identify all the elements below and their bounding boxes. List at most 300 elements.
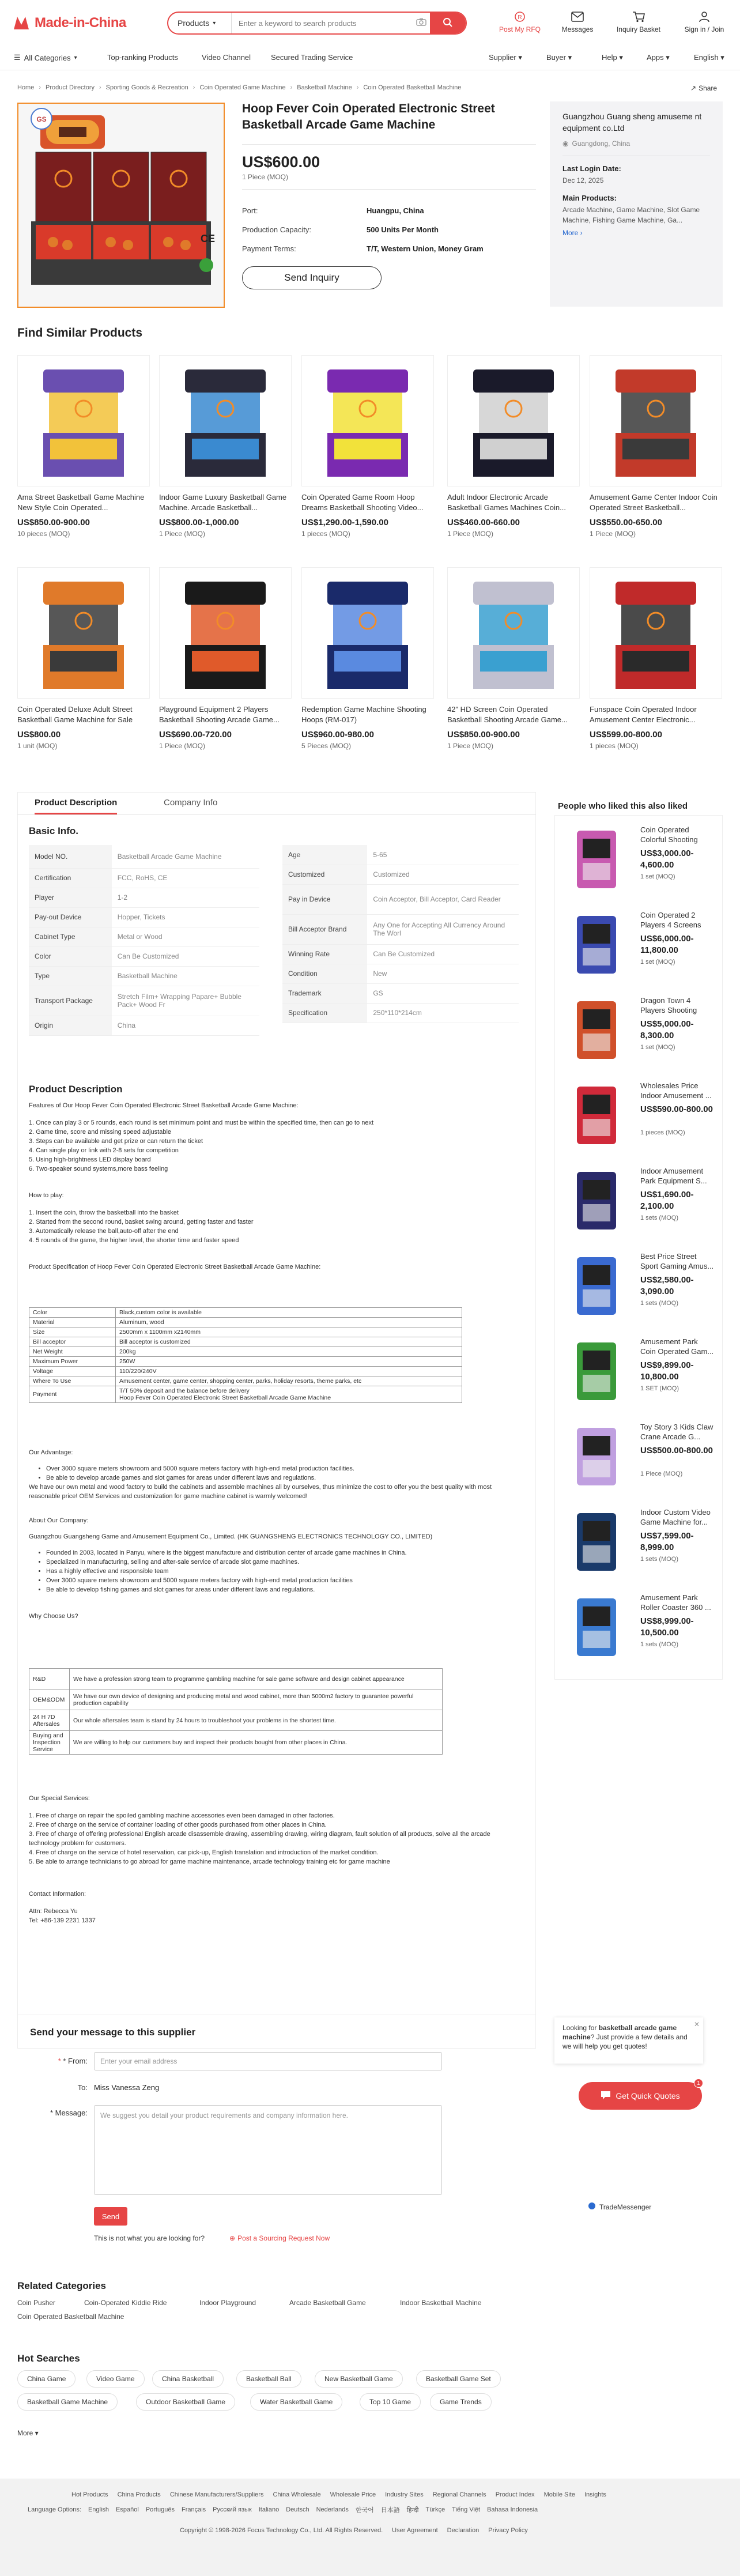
why-value: We have our own device of designing and producing metal and wood cabinet, more than 5000m2 factory to guarantee powerful production capability xyxy=(70,1689,443,1710)
basic-info-row xyxy=(29,986,259,1016)
basic-info-row xyxy=(29,868,259,888)
basic-info-value: China xyxy=(112,1016,259,1035)
basic-info-key: Pay-out Device xyxy=(29,907,112,927)
language-link[interactable]: 日本語 xyxy=(380,2507,400,2514)
people-liked-list xyxy=(554,815,723,1680)
footer-link[interactable]: Product Index xyxy=(495,2491,535,2498)
capacity-label: Production Capacity: xyxy=(242,225,311,234)
spec-key: Size xyxy=(29,1327,116,1337)
breadcrumb-coin-game[interactable]: Coin Operated Game Machine xyxy=(199,84,286,91)
nav-secured-trading[interactable]: Secured Trading Service xyxy=(271,53,353,62)
similar-product-image[interactable] xyxy=(17,355,150,486)
chat-text-post: ? Just provide a few details and we will help you get quotes! xyxy=(562,2033,688,2050)
advantage-section xyxy=(29,1448,513,1621)
why-title: Why Choose Us? xyxy=(29,1613,78,1620)
about-list xyxy=(29,1548,513,1594)
hot-search-chip[interactable]: Basketball Game Set xyxy=(416,2370,501,2388)
why-row xyxy=(29,1669,443,1689)
similar-product-title[interactable]: Coin Operated Deluxe Adult Street Basketball Game Machine for Sale xyxy=(17,705,133,724)
spec-key: Color xyxy=(29,1308,116,1318)
similar-product-image[interactable] xyxy=(590,355,722,486)
advantage-item: • Be able to develop arcade games and slot games for areas under different laws and regulations. xyxy=(46,1473,513,1483)
breadcrumb-separator: › xyxy=(192,84,195,91)
user-agreement-link[interactable]: User Agreement xyxy=(392,2527,438,2534)
trademessenger-icon xyxy=(588,2202,596,2212)
similar-product-card[interactable] xyxy=(301,355,434,551)
footer-link[interactable]: Wholesale Price xyxy=(330,2491,376,2498)
people-liked-price: US$5,000.00-8,300.00 xyxy=(640,1019,694,1040)
messages-icon xyxy=(554,10,601,23)
svg-text:GS: GS xyxy=(36,115,47,123)
language-link[interactable]: Bahasa Indonesia xyxy=(487,2506,538,2513)
similar-product-price: US$460.00-660.00 xyxy=(447,518,520,527)
about-item: • Over 3000 square meters showroom and 5000 square meters factory with high-end metal production facilities xyxy=(46,1576,513,1585)
basic-info-value: Can Be Customized xyxy=(112,946,259,966)
why-key: 24 H 7D Aftersales xyxy=(29,1710,70,1731)
share-label: Share xyxy=(699,84,718,92)
similar-products-title: Find Similar Products xyxy=(17,326,143,340)
related-category-link[interactable]: Indoor Playground xyxy=(199,2299,256,2307)
footer-link[interactable]: China Wholesale xyxy=(273,2491,321,2498)
similar-product-moq: 10 pieces (MOQ) xyxy=(17,530,70,538)
trademessenger-label: TradeMessenger xyxy=(599,2202,652,2211)
product-main-image[interactable] xyxy=(17,103,225,308)
people-liked-moq: 1 set (MOQ) xyxy=(640,873,675,880)
people-liked-image[interactable] xyxy=(560,1590,633,1664)
spec-row xyxy=(29,1367,462,1376)
related-category-link[interactable]: Coin Operated Basketball Machine xyxy=(17,2313,124,2321)
basket-icon xyxy=(616,10,662,23)
to-label: To: xyxy=(77,2083,88,2092)
detail-tabs xyxy=(17,792,536,815)
people-liked-title[interactable]: Indoor Custom Video Game Machine for... xyxy=(640,1508,711,1526)
hot-search-chip[interactable]: China Basketball xyxy=(152,2370,224,2388)
nav-top-ranking[interactable]: Top-ranking Products xyxy=(107,53,178,62)
related-category-link[interactable]: Coin Pusher xyxy=(17,2299,56,2307)
how-to-play-item: 1. Insert the coin, throw the basketball into the basket xyxy=(29,1209,179,1216)
special-service-item: 1. Free of charge on repair the spoiled gambling machine accessories even been damaged in other factories. xyxy=(29,1812,335,1819)
nav-supplier-label: Supplier xyxy=(489,53,516,62)
inquiry-basket-label: Inquiry Basket xyxy=(616,25,661,33)
tab-company-info[interactable]: Company Info xyxy=(164,798,218,808)
feature-item: 4. Can single play or link with 2-8 sets for competition xyxy=(29,1147,179,1154)
hot-search-chip[interactable]: Game Trends xyxy=(430,2393,492,2411)
supplier-more-link[interactable]: More › xyxy=(562,229,583,237)
description-body xyxy=(29,1101,513,1272)
basic-info-row xyxy=(29,1016,259,1035)
spec-row xyxy=(29,1337,462,1347)
contact-tel: Tel: +86-139 2231 1337 xyxy=(29,1917,96,1924)
people-liked-image[interactable] xyxy=(560,1164,633,1238)
similar-product-moq: 1 Piece (MOQ) xyxy=(447,530,494,538)
basic-info-key: Player xyxy=(29,888,112,907)
special-service-item: 3. Free of charge of offering professional English arcade disassemble drawing, assembling drawing, wiring diagram, fault solution of all products, solve all the arcade technology problem for customers. xyxy=(29,1831,490,1847)
hot-search-chip[interactable]: Basketball Ball xyxy=(236,2370,301,2388)
post-sourcing-link[interactable] xyxy=(229,2234,330,2242)
about-item: • Founded in 2003, located in Panyu, where is the biggest manufacture and distribution center of arcade game machines in China. xyxy=(46,1548,513,1557)
people-liked-price: US$590.00-800.00 xyxy=(640,1104,713,1114)
search-category-select[interactable] xyxy=(168,13,232,33)
camera-icon[interactable] xyxy=(413,18,430,29)
basic-info-row xyxy=(29,966,259,986)
hot-more-link[interactable]: More ▾ xyxy=(17,2429,39,2437)
features-list xyxy=(29,1118,513,1174)
language-link[interactable]: हिन्दी xyxy=(406,2506,419,2514)
post-rfq-link[interactable] xyxy=(497,10,543,33)
hot-search-chip[interactable]: China Game xyxy=(17,2370,75,2388)
people-liked-image[interactable] xyxy=(560,1078,633,1152)
how-to-play-item: 2. Started from the second round, basket swing around, getting faster and faster xyxy=(29,1219,254,1225)
location-pin-icon: ◉ xyxy=(562,139,569,148)
special-services-list xyxy=(29,1811,513,1866)
close-icon[interactable]: ✕ xyxy=(693,2020,700,2028)
basic-info-value: GS xyxy=(367,983,519,1003)
nav-help[interactable]: Help ▾ xyxy=(602,53,623,62)
footer-link[interactable]: Regional Channels xyxy=(432,2491,486,2498)
advantage-paragraph: We have our own metal and wood factory to build the cabinets and assemble machines all by ourselves, thus minimize the cost to offer you the best quality with most reasonable price! OEM Services and customization for game machine cabinet is warmly welcomed! xyxy=(29,1484,492,1500)
basic-info-title: Basic Info. xyxy=(29,825,78,836)
people-liked-moq: 1 sets (MOQ) xyxy=(640,1300,679,1307)
people-liked-item[interactable] xyxy=(560,989,719,1072)
contact-title: Contact Information: xyxy=(29,1891,86,1898)
about-company-name: Guangzhou Guangsheng Game and Amusement Equipment Co., Limited. (HK GUANGSHENG ELECTRONICS TECHNOLOGY CO., LIMITED) xyxy=(29,1533,433,1540)
trademessenger-link[interactable] xyxy=(588,2202,651,2212)
similar-product-title[interactable]: 42" HD Screen Coin Operated Basketball Shooting Arcade Game... xyxy=(447,705,568,724)
product-title: Hoop Fever Coin Operated Electronic Street Basketball Arcade Game Machine xyxy=(242,102,495,131)
people-liked-item[interactable] xyxy=(560,818,719,902)
basic-info-value: Metal or Wood xyxy=(112,927,259,946)
people-liked-item[interactable] xyxy=(560,1159,719,1243)
basic-info-key: Color xyxy=(29,946,112,966)
nav-help-label: Help xyxy=(602,53,617,62)
similar-product-card[interactable] xyxy=(17,567,150,763)
similar-product-image[interactable] xyxy=(301,355,434,486)
spec-table xyxy=(29,1307,462,1403)
people-liked-item[interactable] xyxy=(560,903,719,987)
people-liked-moq: 1 set (MOQ) xyxy=(640,1044,675,1051)
how-to-play-item: 4. 5 rounds of the game, the higher level, the shorter time and faster speed xyxy=(29,1237,239,1244)
similar-product-moq: 1 Piece (MOQ) xyxy=(590,530,636,538)
basic-info-value: Basketball Arcade Game Machine xyxy=(112,845,259,868)
basic-info-value: Basketball Machine xyxy=(112,966,259,986)
people-liked-image[interactable] xyxy=(560,908,633,982)
people-liked-image[interactable] xyxy=(560,823,633,896)
people-liked-price: US$7,599.00-8,999.00 xyxy=(640,1531,694,1552)
similar-product-moq: 1 Piece (MOQ) xyxy=(159,742,206,750)
spec-key: Maximum Power xyxy=(29,1357,116,1367)
basic-info-row xyxy=(282,964,519,983)
why-row xyxy=(29,1710,443,1731)
language-link[interactable]: Русский язык xyxy=(213,2506,252,2513)
search-bar xyxy=(167,12,467,35)
language-link[interactable]: Deutsch xyxy=(286,2506,309,2513)
feature-item: 6. Two-speaker sound systems,more bass feeling xyxy=(29,1166,168,1172)
breadcrumb-separator: › xyxy=(39,84,41,91)
similar-product-title[interactable]: Indoor Game Luxury Basketball Game Machine. Arcade Basketball... xyxy=(159,493,287,512)
quick-quote-popup xyxy=(554,2017,703,2064)
similar-product-card[interactable] xyxy=(159,567,292,763)
related-category-link[interactable]: Coin-Operated Kiddie Ride xyxy=(84,2299,167,2307)
logo-icon xyxy=(13,14,30,32)
nav-video-channel[interactable]: Video Channel xyxy=(202,53,251,62)
people-liked-title[interactable]: Dragon Town 4 Players Shooting xyxy=(640,996,697,1014)
similar-product-moq: 1 Piece (MOQ) xyxy=(159,530,206,538)
breadcrumb-home[interactable]: Home xyxy=(17,84,35,91)
sign-in-link[interactable] xyxy=(681,10,727,33)
similar-product-card[interactable] xyxy=(447,567,580,763)
similar-product-price: US$550.00-650.00 xyxy=(590,518,662,527)
spec-title: Product Specification of Hoop Fever Coin Operated Electronic Street Basketball Arcade Game Machine: xyxy=(29,1264,321,1270)
people-liked-item[interactable] xyxy=(560,1244,719,1328)
people-liked-title[interactable]: Coin Operated Colorful Shooting xyxy=(640,825,698,844)
basic-info-value: Customized xyxy=(367,865,519,884)
basic-info-key: Condition xyxy=(282,964,367,983)
similar-product-card[interactable] xyxy=(17,355,150,551)
people-liked-title[interactable]: Amusement Park Coin Operated Gam... xyxy=(640,1337,714,1356)
basic-info-value: 1-2 xyxy=(112,888,259,907)
main-products-label: Main Products: xyxy=(562,194,617,202)
similar-product-image[interactable] xyxy=(447,355,580,486)
language-link[interactable]: Español xyxy=(116,2506,139,2513)
people-liked-title[interactable]: Amusement Park Roller Coaster 360 ... xyxy=(640,1593,711,1612)
search-input[interactable] xyxy=(232,13,413,33)
related-category-link[interactable]: Indoor Basketball Machine xyxy=(400,2299,482,2307)
basic-info-table-left xyxy=(29,845,259,1036)
spec-key: Material xyxy=(29,1318,116,1327)
features-title: Features of Our Hoop Fever Coin Operated Electronic Street Basketball Arcade Game Machine: xyxy=(29,1102,299,1109)
message-textarea[interactable] xyxy=(94,2105,442,2195)
nav-supplier[interactable]: Supplier ▾ xyxy=(489,53,522,62)
basic-info-value: FCC, RoHS, CE xyxy=(112,868,259,888)
all-categories-menu[interactable] xyxy=(14,53,77,62)
spec-row xyxy=(29,1386,462,1403)
similar-product-card[interactable] xyxy=(590,567,722,763)
footer-link[interactable]: Industry Sites xyxy=(385,2491,424,2498)
spec-row xyxy=(29,1376,462,1386)
to-recipient: Miss Vanessa Zeng xyxy=(94,2083,160,2092)
people-liked-item[interactable] xyxy=(560,1500,719,1584)
product-moq: 1 Piece (MOQ) xyxy=(242,173,289,181)
hot-more-label: More xyxy=(17,2429,33,2437)
port-value: Huangpu, China xyxy=(367,206,424,215)
chat-text-bold: basketball arcade game machine xyxy=(562,2024,677,2041)
nav-buyer[interactable]: Buyer ▾ xyxy=(546,53,572,62)
special-services-title: Our Special Services: xyxy=(29,1795,90,1802)
from-label-text: * From: xyxy=(63,2057,88,2065)
people-liked-title[interactable]: Coin Operated 2 Players 4 Screens xyxy=(640,911,701,929)
people-liked-price: US$1,690.00-2,100.00 xyxy=(640,1190,694,1211)
basic-info-row xyxy=(282,983,519,1003)
site-logo[interactable] xyxy=(13,12,126,35)
breadcrumb-separator: › xyxy=(356,84,359,91)
basic-info-row xyxy=(282,1003,519,1023)
notification-badge: 1 xyxy=(694,2079,703,2088)
language-link[interactable]: Français xyxy=(181,2506,206,2513)
hot-search-chip[interactable]: Basketball Game Machine xyxy=(17,2393,118,2411)
similar-product-title[interactable]: Coin Operated Game Room Hoop Dreams Basketball Shooting Video... xyxy=(301,493,424,512)
hot-search-chip[interactable]: Video Game xyxy=(86,2370,145,2388)
spec-row xyxy=(29,1327,462,1337)
language-link[interactable]: Türkçe xyxy=(425,2506,445,2513)
nav-language[interactable]: English ▾ xyxy=(694,53,724,62)
related-category-link[interactable]: Arcade Basketball Game xyxy=(289,2299,366,2307)
menu-icon: ☰ xyxy=(14,53,21,62)
similar-product-card[interactable] xyxy=(590,355,722,551)
inquiry-basket-link[interactable] xyxy=(616,10,662,33)
people-liked-price: US$8,999.00-10,500.00 xyxy=(640,1616,694,1638)
spec-key: Bill acceptor xyxy=(29,1337,116,1347)
similar-product-title[interactable]: Funspace Coin Operated Indoor Amusement Center Electronic... xyxy=(590,705,697,724)
similar-product-price: US$850.00-900.00 xyxy=(447,730,520,740)
nav-bar xyxy=(0,46,740,70)
supplier-location xyxy=(562,139,710,148)
people-liked-title[interactable]: Toy Story 3 Kids Claw Crane Arcade G... xyxy=(640,1423,713,1441)
people-liked-item[interactable] xyxy=(560,1330,719,1413)
hot-search-chip[interactable]: Water Basketball Game xyxy=(250,2393,342,2411)
similar-product-title[interactable]: Playground Equipment 2 Players Basketball Shooting Arcade Game... xyxy=(159,705,280,724)
basic-info-value: Any One for Accepting All Currency Around The Worl xyxy=(367,914,519,944)
get-quick-quotes-button[interactable] xyxy=(579,2082,702,2110)
divider xyxy=(242,189,536,190)
breadcrumb-basketball-machine[interactable]: Basketball Machine xyxy=(297,84,352,91)
send-inquiry-button[interactable]: Send Inquiry xyxy=(242,266,382,289)
main-products-value: Arcade Machine, Game Machine, Slot Game Machine, Fishing Game Machine, Ga... xyxy=(562,206,700,224)
people-liked-title[interactable]: Wholesales Price Indoor Amusement ... xyxy=(640,1081,712,1100)
basic-info-key: Certification xyxy=(29,868,112,888)
language-link[interactable]: 한국어 xyxy=(355,2507,374,2514)
basic-info-row xyxy=(282,944,519,964)
people-liked-price: US$500.00-800.00 xyxy=(640,1446,713,1455)
language-link[interactable]: English xyxy=(88,2506,110,2513)
language-link[interactable]: Nederlands xyxy=(316,2506,349,2513)
special-service-item: 2. Free of charge on the service of container loading of other goods purchased from other places in China. xyxy=(29,1821,327,1828)
people-liked-item[interactable] xyxy=(560,1415,719,1499)
basic-info-key: Cabinet Type xyxy=(29,927,112,946)
people-liked-title[interactable]: Best Price Street Sport Gaming Amus... xyxy=(640,1252,714,1270)
spec-value: 110/220/240V xyxy=(116,1367,462,1376)
footer-link[interactable]: Insights xyxy=(584,2491,606,2498)
people-liked-moq: 1 sets (MOQ) xyxy=(640,1641,679,1648)
from-email-input[interactable] xyxy=(94,2052,442,2070)
similar-product-image[interactable] xyxy=(447,567,580,699)
search-category-label: Products xyxy=(178,18,210,28)
similar-product-price: US$1,290.00-1,590.00 xyxy=(301,518,388,527)
copyright-text: Copyright © 1998-2026 Focus Technology Co., Ltd. All Rights Reserved. xyxy=(180,2527,383,2534)
people-liked-image[interactable] xyxy=(560,1505,633,1579)
breadcrumb-sporting-goods[interactable]: Sporting Goods & Recreation xyxy=(105,84,188,91)
basic-info-value: Stretch Film+ Wrapping Papare+ Bubble Pack+ Wood Fr xyxy=(112,986,259,1016)
share-link[interactable] xyxy=(690,84,717,92)
similar-product-card[interactable] xyxy=(301,567,434,763)
similar-product-image[interactable] xyxy=(301,567,434,699)
hot-search-chip[interactable]: New Basketball Game xyxy=(315,2370,403,2388)
language-link[interactable]: Português xyxy=(145,2506,175,2513)
nav-language-label: English xyxy=(694,53,719,62)
chat-bubble-icon xyxy=(601,2091,611,2102)
people-liked-price: US$3,000.00-4,600.00 xyxy=(640,848,694,870)
footer-links xyxy=(71,2491,606,2498)
not-looking-text: This is not what you are looking for? xyxy=(94,2234,205,2242)
declaration-link[interactable]: Declaration xyxy=(447,2527,480,2534)
supplier-more-label: More xyxy=(562,229,579,237)
breadcrumb-current: Coin Operated Basketball Machine xyxy=(363,84,462,91)
breadcrumb-product-directory[interactable]: Product Directory xyxy=(46,84,95,91)
spec-value: T/T 50% deposit and the balance before delivery Hoop Fever Coin Operated Electronic Street Basketball Arcade Game Machine xyxy=(116,1386,462,1403)
spec-value: Aluminum, wood xyxy=(116,1318,462,1327)
similar-product-title[interactable]: Redemption Game Machine Shooting Hoops (RM-017) xyxy=(301,705,426,724)
search-button[interactable] xyxy=(430,13,466,33)
footer-link[interactable]: Hot Products xyxy=(71,2491,108,2498)
basic-info-row xyxy=(29,845,259,868)
people-liked-moq: 1 Piece (MOQ) xyxy=(640,1470,683,1477)
similar-product-title[interactable]: Ama Street Basketball Game Machine New Style Coin Operated... xyxy=(17,493,145,512)
footer-link[interactable]: Chinese Manufacturers/Suppliers xyxy=(169,2491,264,2498)
last-login-label: Last Login Date: xyxy=(562,164,621,173)
similar-product-image[interactable] xyxy=(590,567,722,699)
chat-text-pre: Looking for xyxy=(562,2024,599,2032)
people-liked-moq: 1 set (MOQ) xyxy=(640,959,675,965)
basic-info-value: 250*110*214cm xyxy=(367,1003,519,1023)
similar-product-title[interactable]: Amusement Game Center Indoor Coin Operated Street Basketball... xyxy=(590,493,718,512)
basic-info-key: Pay in Device xyxy=(282,884,367,914)
similar-product-moq: 1 unit (MOQ) xyxy=(17,742,58,750)
similar-product-price: US$690.00-720.00 xyxy=(159,730,232,740)
basic-info-value: Hopper, Tickets xyxy=(112,907,259,927)
people-liked-image[interactable] xyxy=(560,993,633,1067)
people-liked-moq: 1 sets (MOQ) xyxy=(640,1556,679,1563)
tab-product-description[interactable]: Product Description xyxy=(35,798,117,814)
breadcrumb xyxy=(17,84,461,91)
similar-product-title[interactable]: Adult Indoor Electronic Arcade Basketball Games Machines Coin... xyxy=(447,493,566,512)
similar-product-image[interactable] xyxy=(17,567,150,699)
basic-info-value: Can Be Customized xyxy=(367,944,519,964)
people-liked-item[interactable] xyxy=(560,1586,719,1669)
basic-info-key: Trademark xyxy=(282,983,367,1003)
messages-link[interactable] xyxy=(554,10,601,33)
people-liked-image[interactable] xyxy=(560,1420,633,1493)
send-message-button[interactable]: Send xyxy=(94,2207,127,2226)
similar-product-image[interactable] xyxy=(159,355,292,486)
why-row xyxy=(29,1731,443,1755)
people-liked-title[interactable]: Indoor Amusement Park Equipment S... xyxy=(640,1167,707,1185)
footer-link[interactable]: China Products xyxy=(117,2491,161,2498)
supplier-location-text: Guangdong, China xyxy=(572,139,630,148)
basic-info-value: New xyxy=(367,964,519,983)
hot-search-chip[interactable]: Outdoor Basketball Game xyxy=(136,2393,235,2411)
similar-product-moq: 1 pieces (MOQ) xyxy=(590,742,639,750)
language-link[interactable]: Tiếng Việt xyxy=(452,2506,481,2513)
post-rfq-icon xyxy=(497,10,543,23)
nav-apps[interactable]: Apps ▾ xyxy=(647,53,670,62)
svg-text:R: R xyxy=(518,14,522,21)
people-liked-item[interactable] xyxy=(560,1074,719,1157)
similar-product-card[interactable] xyxy=(447,355,580,551)
language-link[interactable]: Italiano xyxy=(258,2506,280,2513)
hot-search-chip[interactable]: Top 10 Game xyxy=(360,2393,421,2411)
similar-product-card[interactable] xyxy=(159,355,292,551)
sign-in-label: Sign in / Join xyxy=(684,25,724,33)
advantage-title: Our Advantage: xyxy=(29,1449,73,1456)
divider xyxy=(242,144,536,145)
similar-product-image[interactable] xyxy=(159,567,292,699)
people-liked-image[interactable] xyxy=(560,1249,633,1323)
people-liked-image[interactable] xyxy=(560,1334,633,1408)
spec-key: Payment xyxy=(29,1386,116,1403)
privacy-policy-link[interactable]: Privacy Policy xyxy=(488,2527,528,2534)
supplier-name[interactable]: Guangzhou Guang sheng amuseme nt equipment co.Ltd xyxy=(562,112,702,133)
footer-link[interactable]: Mobile Site xyxy=(543,2491,575,2498)
product-price: US$600.00 xyxy=(242,153,320,171)
